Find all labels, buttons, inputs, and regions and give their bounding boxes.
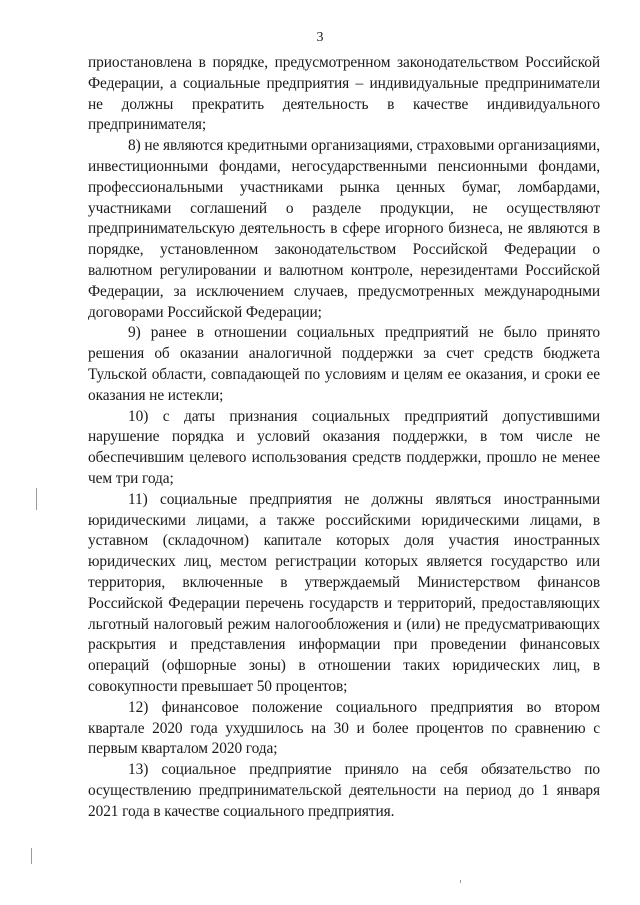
- paragraph-item-9: 9) ранее в отношении социальных предприятий не было принято решения об оказании аналогичной поддержки за счет средств бюджета Тульской области, совпадающей по условиям и целям ее оказания, и сроки ее оказания не истекли;: [88, 324, 600, 404]
- paragraph-item-12: 12) финансовое положение социального предприятия во втором квартале 2020 года ухудшилось на 30 и более процентов по сравнению с первым кварталом 2020 года;: [88, 698, 600, 758]
- paragraph-item-10: 10) с даты признания социальных предприятий допустившими нарушение порядка и условий оказания поддержки, в том числе не обеспечившим целевого использования средств поддержки, прошло не менее чем три года;: [88, 407, 600, 487]
- scan-speck: [460, 880, 461, 883]
- paragraph-continuation: приостановлена в порядке, предусмотренном законодательством Российской Федерации, а социальные предприятия – индивидуальные предприниматели не должны прекратить деятельность в качестве индивидуального предпринимателя;: [88, 54, 600, 134]
- document-body: [88, 53, 600, 822]
- scan-speck: [31, 848, 32, 864]
- page-number: 3: [316, 30, 324, 45]
- scan-speck: [36, 488, 37, 510]
- paragraph-item-8: 8) не являются кредитными организациями, страховыми организациями, инвестиционными фондами, негосударственными пенсионными фондами, профессиональными участниками рынка ценных бумаг, ломбардами, участниками соглашений о разделе продукции, не осуществляют предпринимательскую деятельность в сфере игорного бизнеса, не являются в порядке, установленном законодательством Российской Федерации о валютном регулировании и валютном контроле, нерезидентами Российской Федерации, за исключением случаев, предусмотренных международными договорами Российской Федерации;: [88, 137, 600, 321]
- paragraph-item-11: 11) социальные предприятия не должны являться иностранными юридическими лицами, а также российскими юридическими лицами, в уставном (складочном) капитале которых доля участия иностранных юридических лиц, местом регистрации которых является государство или территория, включенные в утверждаемый Министерством финансов Российской Федерации перечень государств и территорий, предоставляющих льготный налоговый режим налогообложения и (или) не предусматривающих раскрытия и представления информации при проведении финансовых операций (офшорные зоны) в отношении таких юридических лиц, в совокупности превышает 50 процентов;: [88, 490, 600, 695]
- paragraph-item-13: 13) социальное предприятие приняло на себя обязательство по осуществлению предпринимательской деятельности на период до 1 января 2021 года в качестве социального предприятия.: [88, 761, 600, 820]
